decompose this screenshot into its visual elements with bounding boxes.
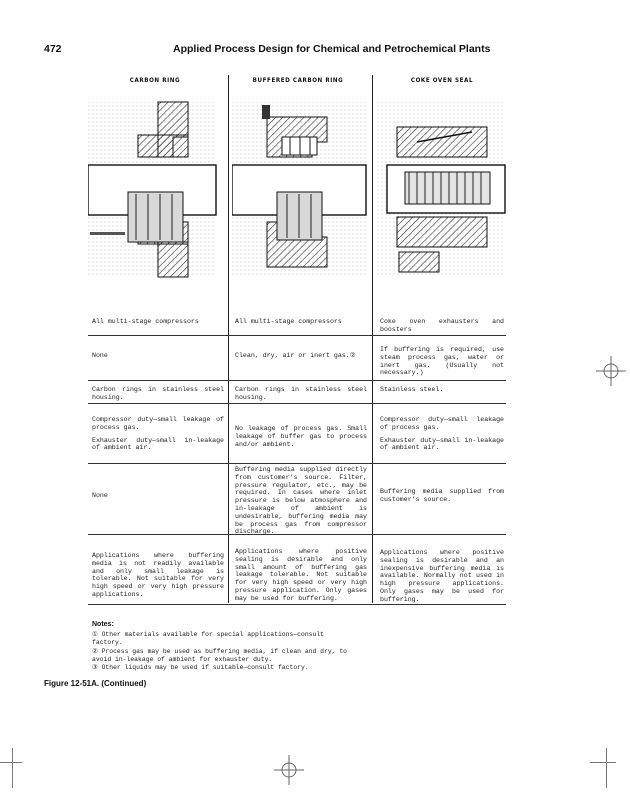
table-cell: If buffering is required, use steam process gas, water or inert gas. (Usually not necessary.)	[380, 346, 504, 377]
table-cell: Applications where positive sealing is desirable and an inexpensive buffering media is available. Normally not used in high pressure applications. Only gases may be used for buffering.	[380, 549, 504, 603]
table-cell	[380, 416, 504, 457]
column-heading-coke-oven-seal: COKE OVEN SEAL	[410, 77, 474, 84]
note-item: ③ Other liquids may be used if suitable—consult factory.	[92, 664, 309, 672]
crop-mark	[0, 762, 22, 763]
cell-paragraph: No leakage of process gas. Small leakage of buffer gas to process and/or ambient.	[235, 425, 367, 448]
table-cell: Clean, dry, air or inert gas.②	[235, 352, 356, 359]
cell-paragraph: Compressor duty—small leakage of process gas.	[92, 416, 224, 431]
row-divider	[88, 403, 506, 404]
buffered-carbon-ring-seal-drawing	[232, 97, 368, 282]
notes-list	[92, 631, 352, 672]
figure-caption: Figure 12-51A. (Continued)	[44, 679, 147, 688]
column-divider-1	[228, 75, 229, 603]
crop-mark	[606, 748, 607, 788]
book-title: Applied Process Design for Chemical and Petrochemical Plants	[173, 43, 491, 55]
cell-paragraph: Compressor duty—small leakage of process gas.	[380, 416, 504, 431]
column-heading-carbon-ring: CARBON RING	[129, 77, 181, 84]
registration-mark-icon	[596, 356, 626, 386]
table-cell: All multi-stage compressors	[92, 318, 199, 325]
table-cell: Coke oven exhausters and boosters	[380, 318, 504, 333]
table-cell: Carbon rings in stainless steel housing.	[92, 386, 224, 401]
table-cell: None	[92, 352, 108, 359]
row-divider	[88, 604, 506, 605]
column-heading-buffered-carbon-ring: BUFFERED CARBON RING	[252, 77, 344, 84]
row-divider	[88, 463, 506, 464]
carbon-ring-seal-drawing	[88, 97, 218, 282]
page-number: 472	[44, 43, 62, 55]
table-cell: All multi-stage compressors	[235, 318, 342, 325]
table-cell: Buffering media supplied directly from customer's source. Filter, pressure regulator, etc., may be required. In cases where inlet pressure is below atmosphere and in-leakage of ambient is undesirable, buffering media may be process gas from compressor discharge.	[235, 466, 367, 536]
column-divider-2	[372, 75, 373, 603]
table-cell: Applications where buffering media is not readily available and only small leakage is tolerable. Not suitable for very high speed or very high pressure applications.	[92, 552, 224, 598]
registration-mark-icon	[274, 755, 304, 785]
row-divider	[88, 380, 506, 381]
table-cell: Carbon rings in stainless steel housing.	[235, 386, 367, 401]
table-cell	[92, 416, 224, 457]
table-cell: Applications where positive sealing is desirable and only small amount of buffering gas leakage tolerable. Not suitable for very high speed or very high pressure application. Only gases may be used for buffering.	[235, 548, 367, 602]
notes-title: Notes:	[92, 621, 114, 628]
coke-oven-seal-drawing	[377, 97, 507, 282]
row-divider	[88, 335, 506, 336]
table-cell: Stainless steel.	[380, 386, 444, 393]
table-cell: None	[92, 492, 108, 499]
crop-mark	[12, 748, 13, 788]
cell-paragraph: Exhauster duty—small in-leakage of ambient air.	[92, 436, 224, 452]
table-cell	[235, 425, 367, 453]
cell-paragraph: Exhauster duty—small in-leakage of ambient air.	[380, 436, 504, 452]
note-item: ① Other materials available for special applications—consult factory.	[92, 631, 324, 647]
note-item: ② Process gas may be used as buffering media, if clean and dry, to avoid in-leakage of ambient for exhauster duty.	[92, 647, 348, 663]
crop-mark	[590, 762, 616, 763]
table-cell: Buffering media supplied from customer's source.	[380, 488, 504, 503]
